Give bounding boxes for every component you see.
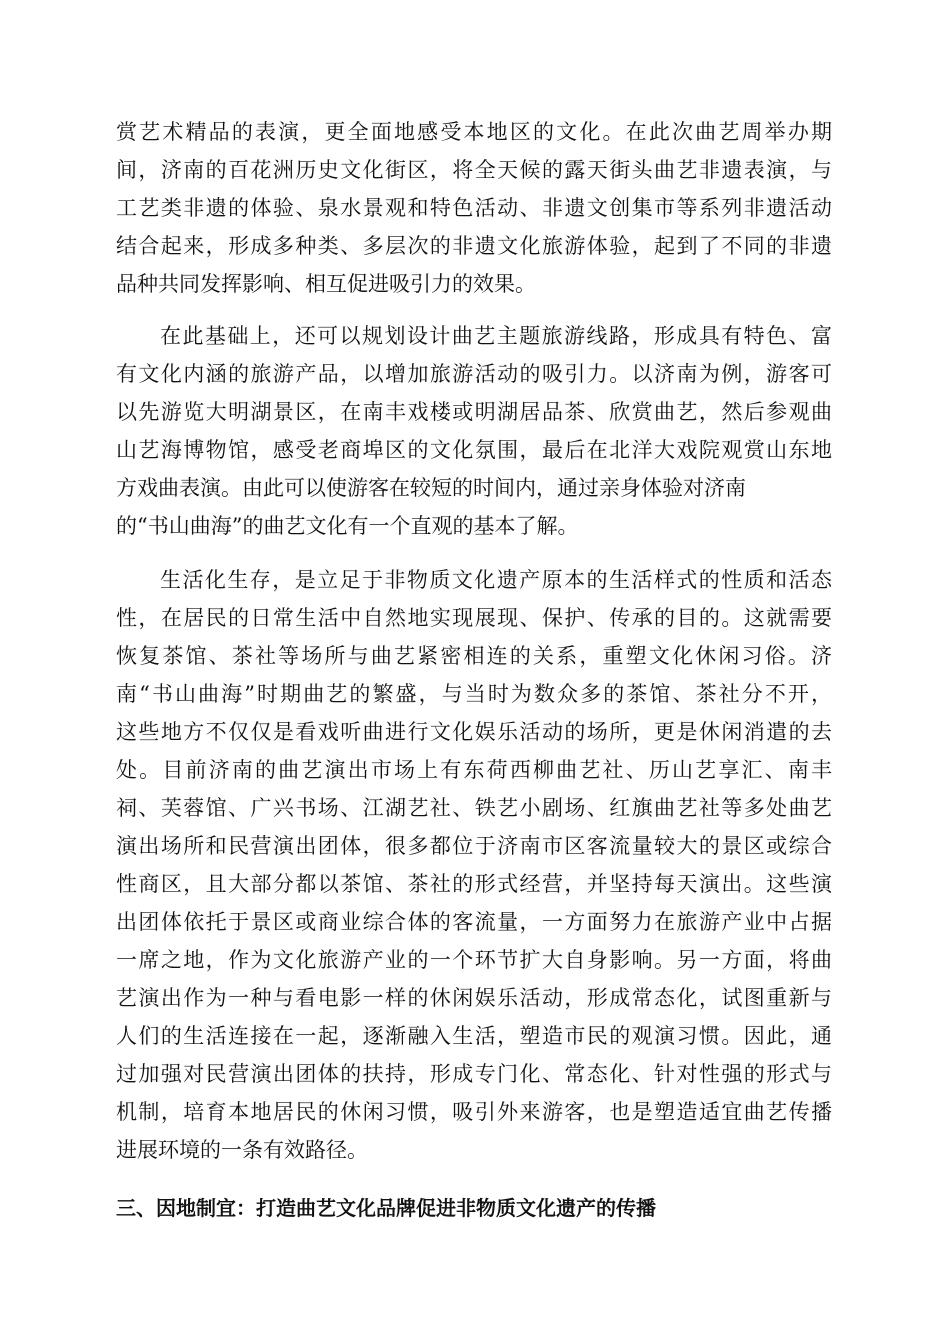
text-line: 间，济南的百花洲历史文化街区，将全天候的露天街头曲艺非遗表演，与 xyxy=(116,158,832,182)
text-line: 方戏曲表演。由此可以使游客在较短的时间内，通过亲身体验对济南 xyxy=(116,476,746,500)
text-line: 以先游览大明湖景区，在南丰戏楼或明湖居品茶、欣赏曲艺，然后参观曲 xyxy=(116,400,832,424)
text-line: 在此基础上，还可以规划设计曲艺主题旅游线路，形成具有特色、富 xyxy=(160,324,832,348)
text-line: 这些地方不仅仅是看戏听曲进行文化娱乐活动的场所，更是休闲消遣的去 xyxy=(116,720,832,744)
text-line: 一席之地，作为文化旅游产业的一个环节扩大自身影响。另一方面，将曲 xyxy=(116,948,832,972)
text-line: 进展环境的一条有效路径。 xyxy=(116,1138,368,1162)
text-line: 过加强对民营演出团体的扶持，形成专门化、常态化、针对性强的形式与 xyxy=(116,1062,832,1086)
text-line: 恢复茶馆、茶社等场所与曲艺紧密相连的关系，重塑文化休闲习俗。济 xyxy=(116,644,832,668)
text-line: 祠、芙蓉馆、广兴书场、江湖艺社、铁艺小剧场、红旗曲艺社等多处曲艺 xyxy=(116,796,832,820)
section-heading: 三、因地制宜：打造曲艺文化品牌促进非物质文化遗产的传播 xyxy=(116,1196,656,1220)
text-line: 结合起来，形成多种类、多层次的非遗文化旅游体验，起到了不同的非遗 xyxy=(116,234,832,258)
paragraph-3 xyxy=(116,561,832,1169)
text-line: 有文化内涵的旅游产品，以增加旅游活动的吸引力。以济南为例，游客可 xyxy=(116,362,832,386)
paragraph-2 xyxy=(116,317,832,545)
text-line: 生活化生存，是立足于非物质文化遗产原本的生活样式的性质和活态 xyxy=(160,568,832,592)
paragraph-1 xyxy=(116,113,832,303)
text-line: 的“书山曲海”的曲艺文化有一个直观的基本了解。 xyxy=(116,514,579,538)
text-line: 人们的生活连接在一起，逐渐融入生活，塑造市民的观演习惯。因此，通 xyxy=(116,1024,832,1048)
text-line: 处。目前济南的曲艺演出市场上有东荷西柳曲艺社、历山艺享汇、南丰 xyxy=(116,758,832,782)
text-line: 出团体依托于景区或商业综合体的客流量，一方面努力在旅游产业中占据 xyxy=(116,910,832,934)
text-line: 艺演出作为一种与看电影一样的休闲娱乐活动，形成常态化，试图重新与 xyxy=(116,986,832,1010)
text-line: 工艺类非遗的体验、泉水景观和特色活动、非遗文创集市等系列非遗活动 xyxy=(116,196,832,220)
text-line: 机制，培育本地居民的休闲习惯，吸引外来游客，也是塑造适宜曲艺传播 xyxy=(116,1100,832,1124)
text-line: 性商区，且大部分都以茶馆、茶社的形式经营，并坚持每天演出。这些演 xyxy=(116,872,832,896)
text-line: 山艺海博物馆，感受老商埠区的文化氛围，最后在北洋大戏院观赏山东地 xyxy=(116,438,832,462)
text-line: 品种共同发挥影响、相互促进吸引力的效果。 xyxy=(116,272,536,296)
text-line: 演出场所和民营演出团体，很多都位于济南市区客流量较大的景区或综合 xyxy=(116,834,832,858)
text-line: 性，在居民的日常生活中自然地实现展现、保护、传承的目的。这就需要 xyxy=(116,606,832,630)
text-line: 赏艺术精品的表演，更全面地感受本地区的文化。在此次曲艺周举办期 xyxy=(116,120,832,144)
text-line: 南“书山曲海”时期曲艺的繁盛，与当时为数众多的茶馆、茶社分不开， xyxy=(116,682,832,706)
